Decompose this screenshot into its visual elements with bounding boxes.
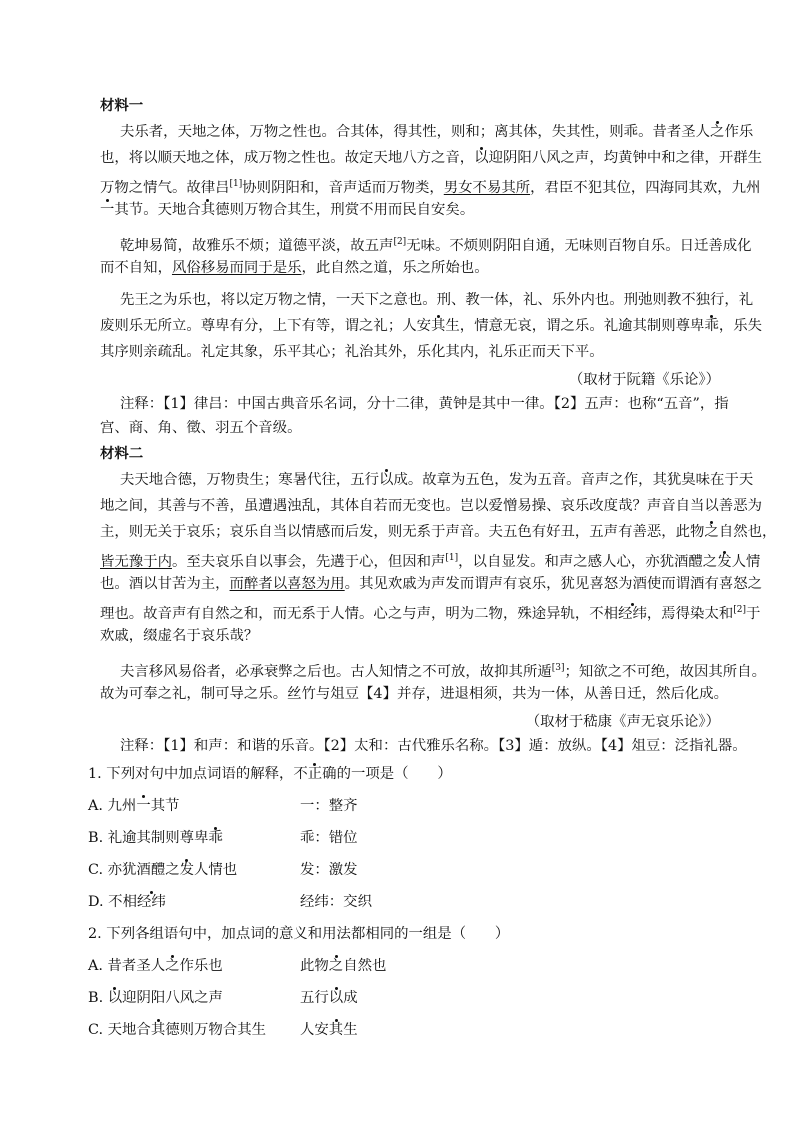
- q2-option-b[interactable]: B. 以迎阴阳八风之声 五行以成: [88, 990, 358, 1006]
- m1-note: 注释：【1】律吕：中国古典音乐名词，分十二律，黄钟是其中一律。【2】五声：也称“五音”，指: [120, 396, 729, 412]
- m1-line-8: 废则乐无所立。尊卑有分，上下有等，谓之礼；人安其生，情意无哀，谓之乐。礼逾其制则尊卑乖，乐失: [100, 318, 763, 334]
- m1-line-6: 而不自知，风俗移易而同于是乐，此自然之道，乐之所始也。: [100, 260, 489, 276]
- m1-line-1: 夫乐者，天地之体，万物之性也。合其体，得其性，则和；离其体，失其性，则乖。昔者圣人之作乐: [120, 124, 754, 140]
- m2-line-5: 也。酒以甘苦为主，而醉者以喜怒为用。其见欢戚为声发而谓声有哀乐，犹见喜怒为酒使而谓酒有喜怒之: [100, 576, 763, 592]
- m1-line-5: 乾坤易简，故雅乐不烦；道德平淡，故五声[2]无味。不烦则阴阳自通，无味则百物自乐。日迁善成化: [120, 237, 752, 254]
- q2-option-c[interactable]: C. 天地合其德则万物合其生 人安其生: [88, 1022, 358, 1038]
- m2-line-8: 夫言移风易俗者，必承衰弊之后也。古人知情之不可放，故抑其所遁[3]；知欲之不可绝，故因其所自。: [120, 663, 766, 680]
- m1-line-2: 也，将以顺天地之体，成万物之性也。故定天地八方之音，以迎阴阳八风之声，均黄钟中和之律，开群生: [100, 150, 763, 166]
- m2-note: 注释：【1】和声：和谐的乐音。【2】太和：古代雅乐名称。【3】遁：放纵。【4】俎豆：泛指礼器。: [120, 738, 747, 754]
- m2-line-9: 故为可奉之礼，制可导之乐。丝竹与俎豆【4】并存，进退相须，共为一体，从善日迁，然后化成。: [100, 686, 728, 702]
- m1-line-7: 先王之为乐也，将以定万物之情，一天下之意也。刑、教一体，礼、乐外内也。刑弛则教不独行，礼: [120, 292, 754, 308]
- q1-option-c[interactable]: C. 亦犹酒醴之发人情也 发：激发: [88, 862, 358, 878]
- m2-line-4: 皆无豫于内。至夫哀乐自以事会，先遘于心，但因和声[1]，以自显发。和声之感人心，亦犹酒醴之发人情: [100, 553, 761, 570]
- m2-line-6: 理也。故音声有自然之和，而无系于人情。心之与声，明为二物，殊途异轨，不相经纬，焉得染太和[2]于: [100, 605, 761, 622]
- m1-note-2: 宫、商、角、徵、羽五个音级。: [100, 420, 302, 436]
- m2-line-3: 主，则无关于哀乐；哀乐自当以情感而后发，则无系于声音。夫五色有好丑，五声有善恶，此物之自然也，: [100, 524, 777, 540]
- q1-option-a[interactable]: A. 九州一其节 一：整齐: [88, 798, 358, 814]
- q1-option-b[interactable]: B. 礼逾其制则尊卑乖 乖：错位: [88, 830, 358, 846]
- m2-line-1: 夫天地合德，万物贵生；寒暑代往，五行以成。故章为五色，发为五音。音声之作，其犹臭味在于天: [120, 472, 754, 488]
- m1-line-4: 一其节。天地合其德则万物合其生，刑赏不用而民自安矣。: [100, 202, 475, 218]
- material-2-heading: 材料二: [100, 446, 144, 462]
- q1-stem: 1. 下列对句中加点词语的解释，不正确的一项是（ ）: [88, 766, 452, 782]
- m1-source: （取材于阮籍《乐论》）: [568, 372, 720, 388]
- m2-line-2: 地之间，其善与不善，虽遭遇浊乱，其体自若而无变也。岂以爱憎易操、哀乐改度哉？声音自当以善恶为: [100, 498, 762, 514]
- material-1-heading: 材料一: [100, 98, 144, 114]
- q2-option-a[interactable]: A. 昔者圣人之作乐也 此物之自然也: [88, 958, 387, 974]
- m2-source: （取材于嵇康《声无哀乐论》）: [525, 714, 720, 730]
- q2-stem: 2. 下列各组语句中，加点词的意义和用法都相同的一组是（ ）: [88, 926, 510, 942]
- m1-line-3: 万物之情气。故律吕[1]协则阴阳和，音声适而万物类，男女不易其所，君臣不犯其位，四海同其欢，九州: [100, 179, 761, 196]
- m1-line-9: 其序则亲疏乱。礼定其象，乐平其心；礼治其外，乐化其内，礼乐正而天下平。: [100, 344, 604, 360]
- q1-option-d[interactable]: D. 不相经纬 经纬：交织: [88, 894, 372, 910]
- m2-line-7: 欢戚，缀虚名于哀乐哉？: [100, 628, 259, 644]
